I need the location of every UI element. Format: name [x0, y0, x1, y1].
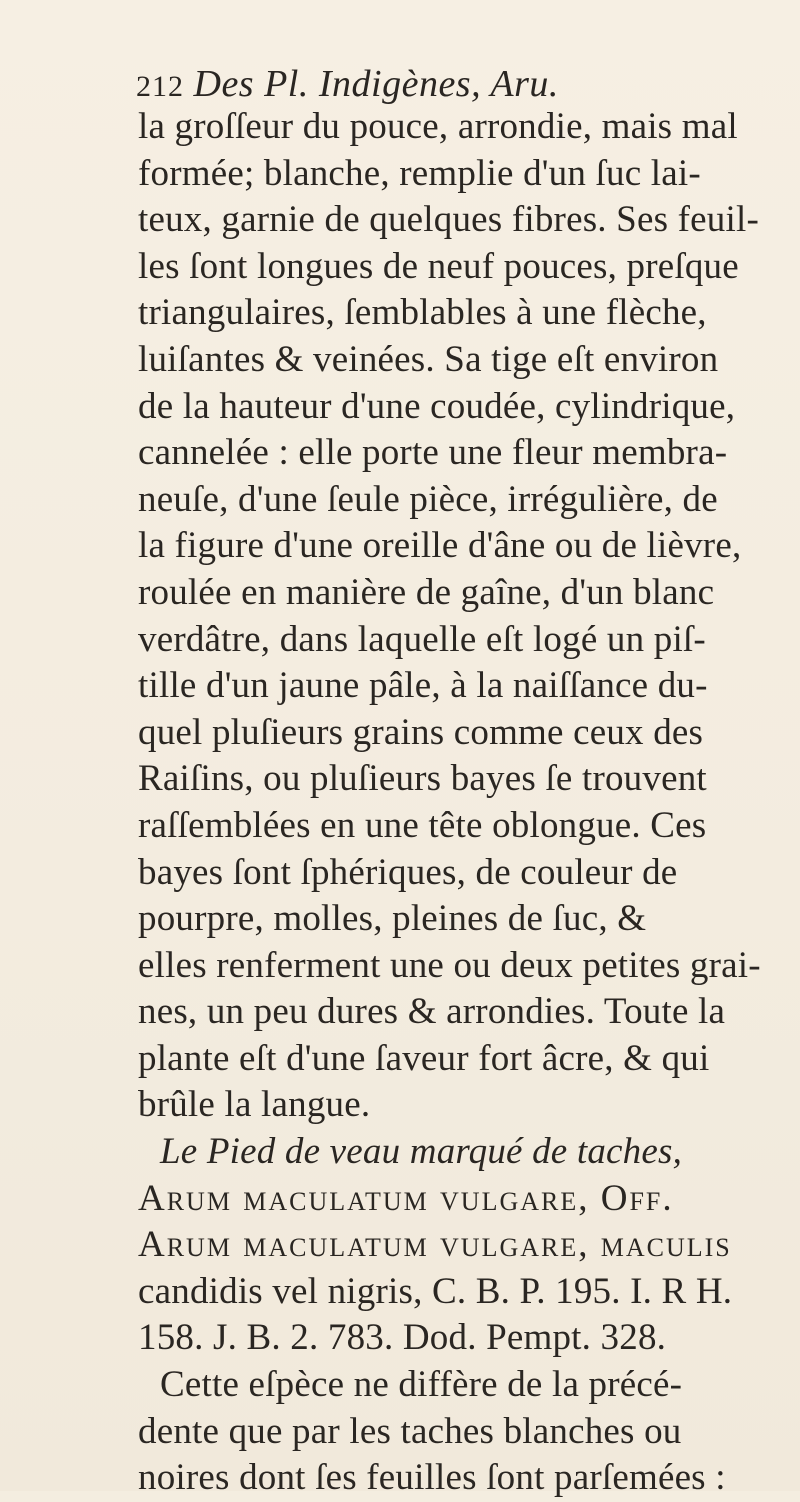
text-line: dente que par les taches blanches ou [138, 1410, 682, 1452]
text-line: formée; blanche, remplie d'un ſuc lai- [138, 152, 701, 194]
text-line: la groſſeur du pouce, arrondie, mais mal [138, 106, 738, 147]
running-header [136, 62, 559, 109]
text-line: noires dont ſes feuilles ſont parſemées : [138, 1457, 726, 1499]
running-title: Des Pl. Indigènes, Aru. [193, 63, 559, 105]
text-line: plante eſt d'une ſaveur fort âcre, & qui [138, 1037, 710, 1079]
species-heading: Le Pied de veau marqué de taches, [160, 1131, 683, 1173]
reference-line: 158. J. B. 2. 783. Dod. Pempt. 328. [138, 1317, 667, 1359]
synonym-line: Arum maculatum vulgare, Off. [138, 1177, 674, 1219]
text-line: verdâtre, dans laquelle eſt logé un piſ- [138, 618, 706, 660]
text-line: raſſemblées en une tête oblongue. Ces [138, 804, 707, 846]
reference-line: candidis vel nigris, C. B. P. 195. I. R H. [138, 1270, 733, 1312]
page-number: 212 [136, 70, 184, 103]
text-line: elles renferment une ou deux petites grai- [138, 944, 761, 986]
text-line: Raiſins, ou pluſieurs bayes ſe trouvent [138, 758, 707, 800]
text-line: nes, un peu dures & arrondies. Toute la [138, 991, 726, 1033]
text-line: pourpre, molles, pleines de ſuc, & [138, 898, 647, 940]
text-line: quel pluſieurs grains comme ceux des [138, 711, 704, 753]
text-line: roulée en manière de gaîne, d'un blanc [138, 571, 715, 613]
text-line: bayes ſont ſphériques, de couleur de [138, 851, 678, 893]
synonym-line: Arum maculatum vulgare, maculis [138, 1224, 732, 1266]
text-line: brûle la langue. [138, 1084, 371, 1126]
text-line: Cette eſpèce ne diffère de la précé- [160, 1364, 683, 1406]
text-line: teux, garnie de quelques fibres. Ses feuil- [138, 199, 759, 241]
text-line: tille d'un jaune pâle, à la naiſſance du- [138, 665, 708, 707]
text-line: luiſantes & veinées. Sa tige eſt environ [138, 338, 719, 380]
text-line: la figure d'une oreille d'âne ou de lièvre, [138, 525, 742, 567]
text-line: neuſe, d'une ſeule pièce, irrégulière, de [138, 478, 718, 520]
text-line: cannelée : elle porte une fleur membra- [138, 432, 728, 474]
text-line: les ſont longues de neuf pouces, preſque [138, 245, 739, 287]
page-body [138, 104, 778, 1502]
text-line: de la hauteur d'une coudée, cylindrique, [138, 385, 736, 427]
text-line: triangulaires, ſemblables à une flèche, [138, 292, 707, 334]
